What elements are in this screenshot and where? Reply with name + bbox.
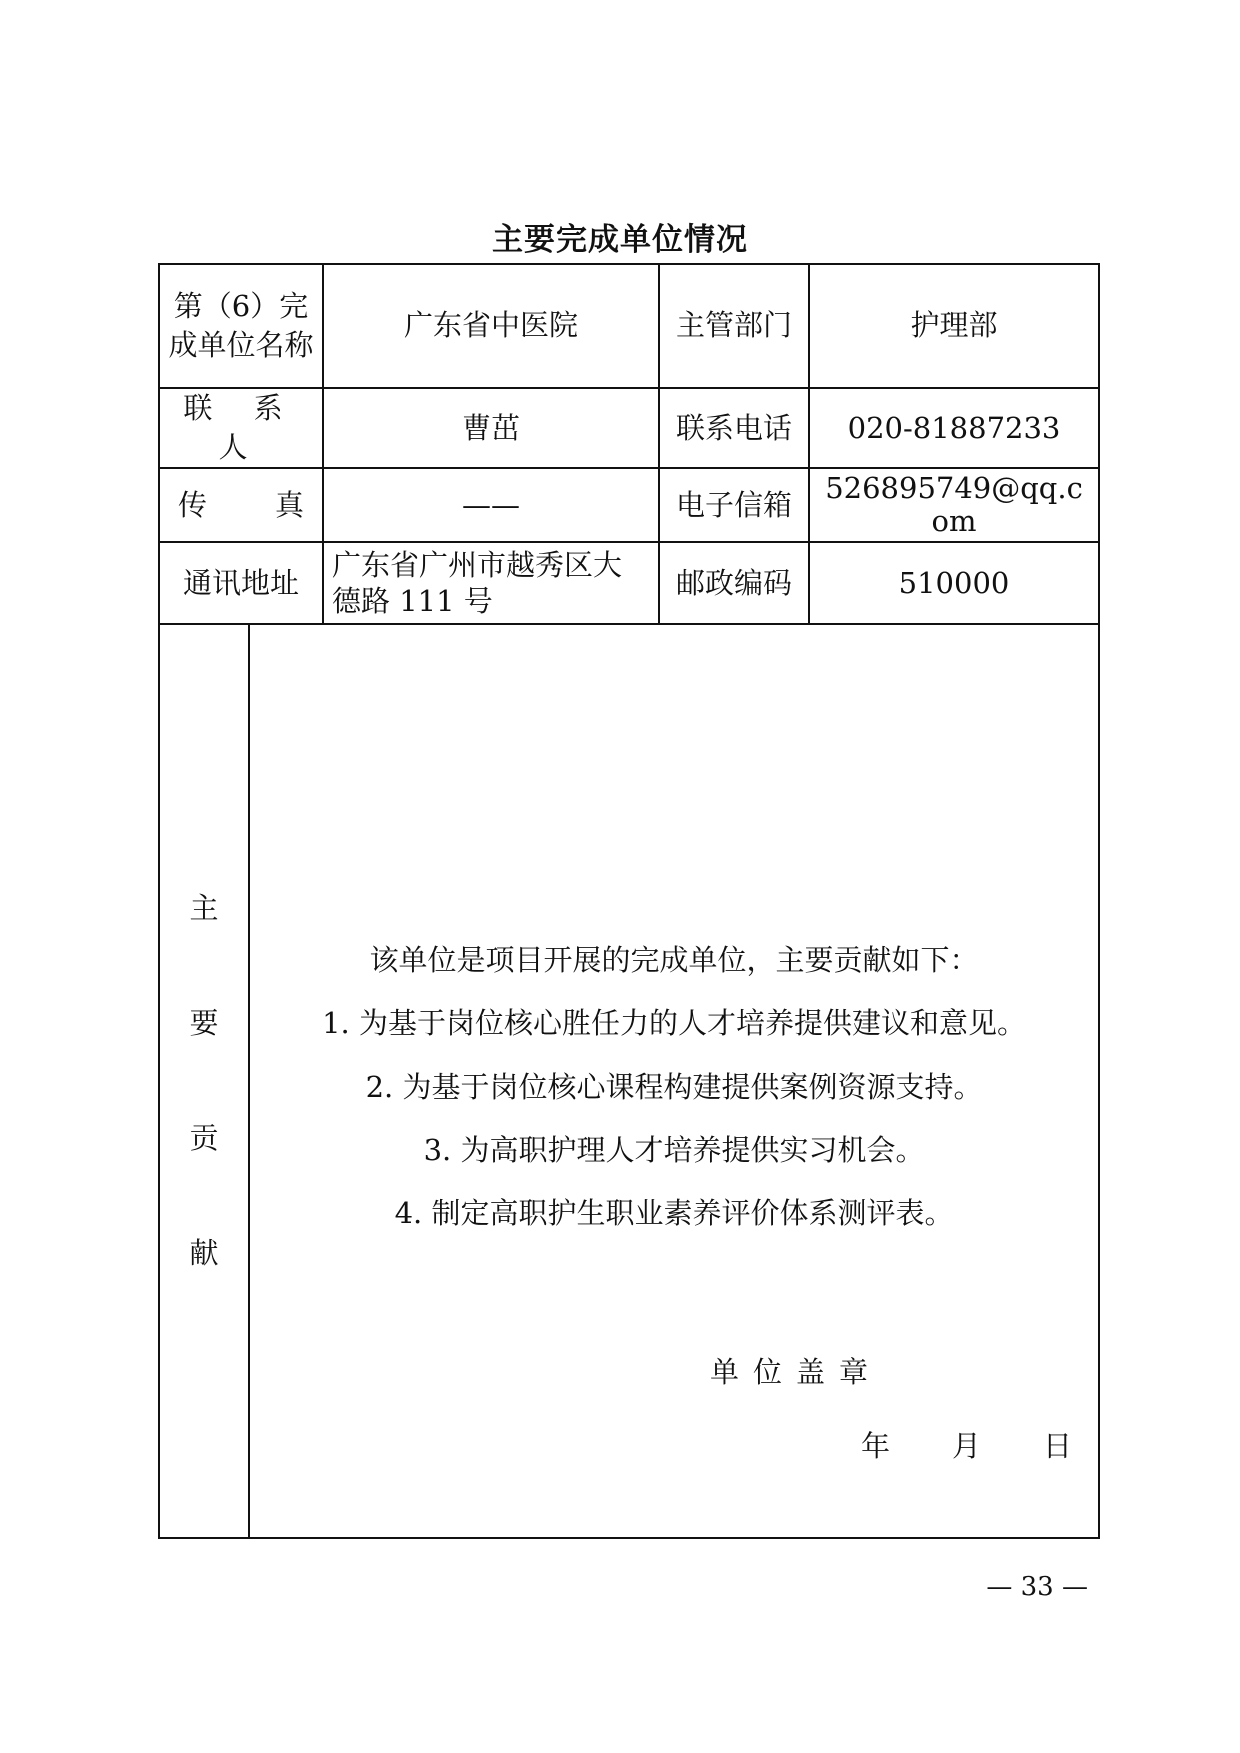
contribution-label-char: 贡 [189, 1121, 219, 1156]
contribution-intro: 该单位是项目开展的完成单位，主要贡献如下： [369, 943, 979, 978]
postcode-value: 510000 [809, 542, 1099, 624]
date-day: 日 [1043, 1429, 1073, 1464]
fax-label [159, 468, 323, 542]
contribution-label-char: 献 [189, 1236, 219, 1271]
dept-value: 护理部 [809, 264, 1099, 388]
unit-stamp-label: 单位盖章 [710, 1355, 883, 1390]
signature-date [861, 1427, 1072, 1466]
unit-name-label: 第（6）完成单位名称 [159, 264, 323, 388]
contribution-item: 3. 为高职护理人才培养提供实习机会。 [423, 1132, 925, 1167]
contact-value: 曹茁 [323, 388, 659, 468]
email-value: 526895749@qq.com [809, 468, 1099, 542]
contribution-label-char: 主 [189, 890, 219, 925]
contribution-item: 4. 制定高职护生职业素养评价体系测评表。 [394, 1195, 954, 1230]
fax-value: —— [323, 468, 659, 542]
table-row [159, 388, 1099, 468]
table-row [159, 624, 1099, 1538]
unit-name-value: 广东省中医院 [323, 264, 659, 388]
table-row [159, 468, 1099, 542]
date-month: 月 [951, 1429, 981, 1464]
contribution-label [159, 624, 249, 1538]
address-label: 通讯地址 [159, 542, 323, 624]
phone-label: 联系电话 [659, 388, 809, 468]
contact-label: 联 系 人 [159, 388, 323, 468]
email-label: 电子信箱 [659, 468, 809, 542]
contribution-content [249, 624, 1099, 1538]
contribution-item: 2. 为基于岗位核心课程构建提供案例资源支持。 [365, 1069, 983, 1104]
fax-label-char: 传 [178, 487, 208, 522]
page-title: 主要完成单位情况 [492, 222, 748, 258]
postcode-label: 邮政编码 [659, 542, 809, 624]
table-row [159, 542, 1099, 624]
date-year: 年 [860, 1429, 890, 1464]
phone-value: 020-81887233 [809, 388, 1099, 468]
contribution-label-char: 要 [189, 1006, 219, 1040]
fax-label-char: 真 [275, 487, 305, 522]
table-row [159, 264, 1099, 388]
dept-label: 主管部门 [659, 264, 809, 388]
page-number: — 33 — [986, 1572, 1088, 1602]
contribution-item: 1. 为基于岗位核心胜任力的人才培养提供建议和意见。 [322, 1006, 1026, 1041]
address-value: 广东省广州市越秀区大德路 111 号 [323, 542, 659, 624]
unit-info-table [158, 263, 1100, 1539]
